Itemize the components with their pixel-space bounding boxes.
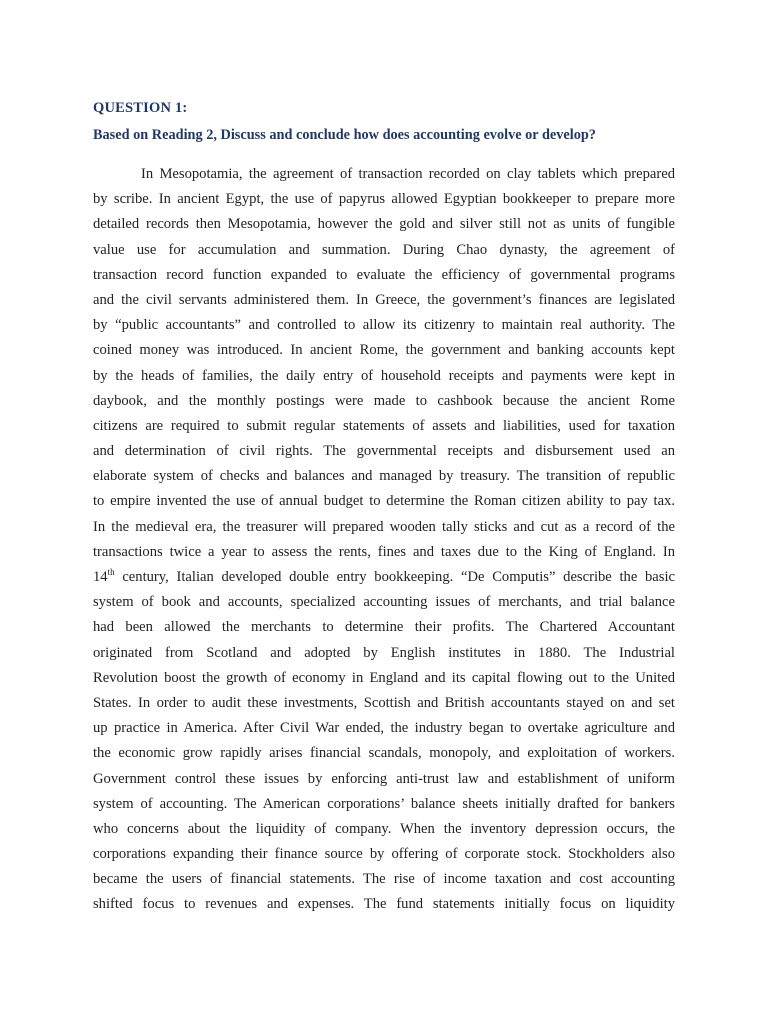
answer-line: up practice in America. After Civil War ended, the industry began to overtake agriculture and [93, 720, 675, 737]
answer-line-century [93, 565, 675, 590]
answer-line: elaborate system of checks and balances and managed by treasury. The transition of republic [93, 468, 675, 485]
answer-line: originated from Scotland and adopted by English institutes in 1880. The Industrial [93, 644, 675, 661]
answer-line: who concerns about the liquidity of company. When the inventory depression occurs, the [93, 820, 675, 837]
answer-line: by scribe. In ancient Egypt, the use of papyrus allowed Egyptian bookkeeper to prepare more [93, 191, 675, 208]
answer-line: Government control these issues by enforcing anti-trust law and establishment of uniform [93, 770, 675, 787]
answer-line: to empire invented the use of annual budget to determine the Roman citizen ability to pay tax. [93, 493, 675, 510]
answer-line: value use for accumulation and summation. During Chao dynasty, the agreement of [93, 241, 675, 258]
century-number: 14 [93, 569, 108, 585]
answer-line: In the medieval era, the treasurer will prepared wooden tally sticks and cut as a record of the [93, 518, 675, 535]
answer-line: citizens are required to submit regular statements of assets and liabilities, used for taxation [93, 417, 675, 434]
answer-line: coined money was introduced. In ancient Rome, the government and banking accounts kept [93, 342, 675, 359]
answer-line: system of book and accounts, specialized accounting issues of merchants, and trial balance [93, 594, 675, 611]
answer-body [93, 162, 675, 918]
answer-line: system of accounting. The American corporations’ balance sheets initially drafted for bankers [93, 795, 675, 812]
answer-line: the economic grow rapidly arises financial scandals, monopoly, and exploitation of workers. [93, 745, 675, 762]
question-title: QUESTION 1: [93, 100, 188, 116]
answer-line: became the users of financial statements. The rise of income taxation and cost accounting [93, 871, 675, 888]
answer-line: transactions twice a year to assess the rents, fines and taxes due to the King of England. In [93, 543, 675, 560]
answer-line: and determination of civil rights. The governmental receipts and disbursement used an [93, 443, 675, 460]
answer-line: and the civil servants administered them. In Greece, the government’s finances are legislated [93, 291, 675, 308]
answer-line: had been allowed the merchants to determine their profits. The Chartered Accountant [93, 619, 675, 636]
century-superscript: th [107, 567, 115, 578]
answer-line: States. In order to audit these investments, Scottish and British accountants stayed on and set [93, 694, 675, 711]
question-prompt: Based on Reading 2, Discuss and conclude how does accounting evolve or develop? [93, 127, 596, 143]
answer-line: shifted focus to revenues and expenses. The fund statements initially focus on liquidity [93, 896, 675, 913]
answer-line: detailed records then Mesopotamia, however the gold and silver still not as units of fungible [93, 216, 675, 233]
answer-line: transaction record function expanded to evaluate the efficiency of governmental programs [93, 266, 675, 283]
answer-line: Revolution boost the growth of economy in England and its capital flowing out to the United [93, 669, 675, 686]
century-line-text: century, Italian developed double entry bookkeeping. “De Computis” describe the basic [122, 569, 675, 585]
answer-line: corporations expanding their finance source by offering of corporate stock. Stockholders also [93, 846, 675, 863]
answer-line: by “public accountants” and controlled to allow its citizenry to maintain real authority. The [93, 317, 675, 334]
answer-line: by the heads of families, the daily entry of household receipts and payments were kept in [93, 367, 675, 384]
answer-line: daybook, and the monthly postings were made to cashbook because the ancient Rome [93, 392, 675, 409]
answer-line: In Mesopotamia, the agreement of transaction recorded on clay tablets which prepared [141, 166, 675, 182]
